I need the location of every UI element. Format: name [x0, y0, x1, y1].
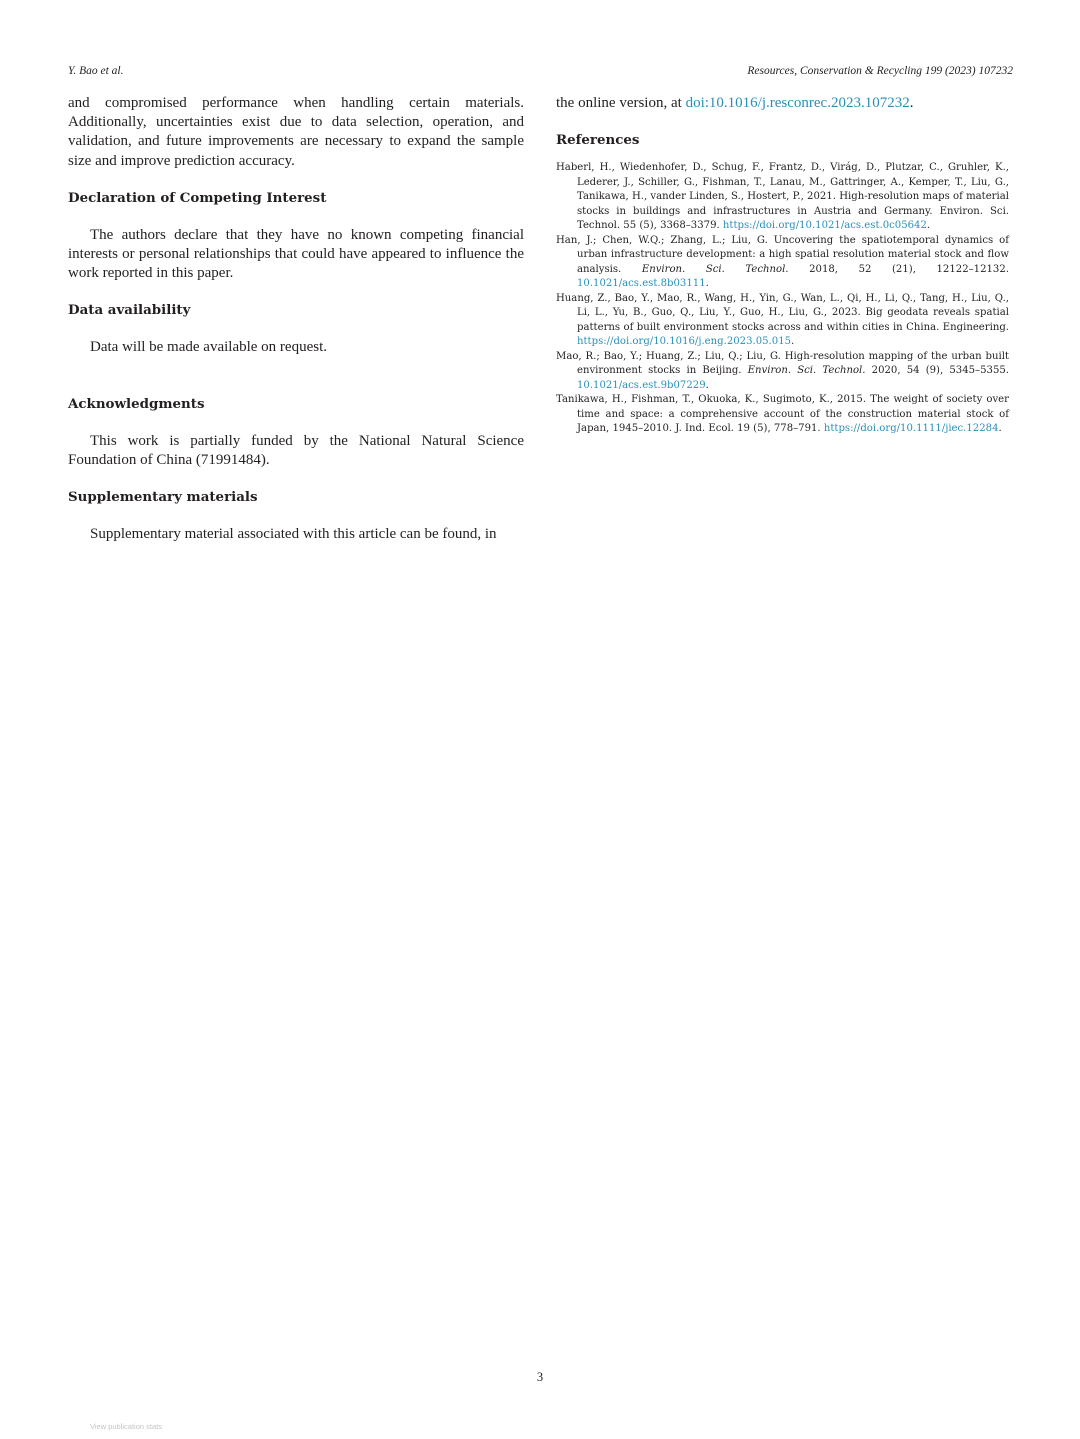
reference-text: Mao, R.; Bao, Y.; Huang, Z.; Liu, Q.; Liu, G. High-resolution mapping of the urban built environment stocks in Beijing. [556, 350, 1009, 377]
supplementary-continued-text: the online version, at [556, 95, 682, 111]
supplementary-heading: Supplementary materials [68, 489, 258, 506]
reference-link[interactable]: https://doi.org/10.1016/j.eng.2023.05.015 [577, 336, 792, 348]
supplementary-text: Supplementary material associated with this article can be found, in [90, 526, 497, 543]
supplementary-continued [556, 94, 1009, 113]
intro-paragraph: and compromised performance when handling certain materials. Additionally, uncertainties exist due to data selection, operation, and validation, and future improvements are necessary to expand the sample size and improve prediction accuracy. [68, 95, 524, 169]
data-availability-text: Data will be made available on request. [90, 339, 327, 356]
page-number: 3 [536, 1370, 544, 1384]
reference-text: Haberl, H., Wiedenhofer, D., Schug, F., Frantz, D., Virág, D., Plutzar, C., Gruhler, K., Lederer, J., Schiller, G., Fishman, T., Lanau, M., Gattringer, A., Kemper, T., Liu, G., Tanikawa, H., vander Linden, S., Hostert, P., 2021. High-resolution maps of material stocks in buildings and infrastructures in Austria and Germany. Environ. Sci. Technol. 55 (5), 3368–3379. [556, 162, 1009, 232]
running-head-journal: Resources, Conservation & Recycling 199 (2023) 107232 [747, 65, 1013, 77]
reference-item [556, 292, 1009, 350]
reference-details: 2020, 54 (9), 5345–5355. [865, 365, 1009, 377]
reference-link[interactable]: https://doi.org/10.1021/acs.est.0c05642 [722, 220, 927, 232]
left-column [68, 94, 524, 544]
reference-details: 2018, 52 (21), 12122–12132. [788, 263, 1009, 275]
acknowledgments-text: This work is partially funded by the National Natural Science Foundation of China (71991484). [68, 432, 524, 468]
reference-list [556, 161, 1009, 437]
reference-period: . [705, 379, 709, 391]
competing-interest-heading: Declaration of Competing Interest [68, 189, 327, 206]
right-column [556, 94, 1009, 437]
reference-text: Han, J.; Chen, W.Q.; Zhang, L.; Liu, G. Uncovering the spatiotemporal dynamics of urban infrastructure development: a high spatial resolution material stock and flow analysis. [556, 234, 1009, 275]
supplementary-doi-link[interactable]: doi:10.1016/j.resconrec.2023.107232 [685, 95, 910, 111]
acknowledgments-heading: Acknowledgments [68, 395, 205, 412]
reference-period: . [791, 336, 795, 348]
reference-journal: Environ. Sci. Technol. [747, 365, 866, 377]
running-head-authors: Y. Bao et al. [68, 65, 124, 77]
reference-period: . [705, 278, 709, 290]
reference-item [556, 161, 1009, 234]
view-publication-stats-link[interactable]: View publication stats [90, 1422, 162, 1431]
competing-interest-text: The authors declare that they have no known competing financial interests or personal relationships that could have appeared to influence the work reported in this paper. [68, 226, 524, 282]
reference-link[interactable]: https://doi.org/10.1111/jiec.12284 [823, 423, 999, 435]
reference-text: Tanikawa, H., Fishman, T., Okuoka, K., Sugimoto, K., 2015. The weight of society over time and space: a comprehensive account of the construction material stock of Japan, 1945–2010. J. Ind. Ecol. 19 (5), 778–791. [556, 394, 1009, 435]
data-availability-heading: Data availability [68, 302, 191, 319]
reference-link[interactable]: 10.1021/acs.est.9b07229 [577, 379, 706, 391]
reference-link[interactable]: 10.1021/acs.est.8b03111 [577, 278, 706, 290]
reference-item [556, 350, 1009, 394]
reference-period: . [998, 423, 1002, 435]
references-heading: References [556, 132, 640, 149]
reference-period: . [926, 220, 931, 232]
reference-text: Huang, Z., Bao, Y., Mao, R., Wang, H., Yin, G., Wan, L., Qi, H., Li, Q., Tang, H., Liu, Q., Li, L., Yu, B., Guo, Q., Liu, Y., Guo, H., Liu, G., 2023. Big geodata reveals spatial patterns of built environment stocks across and within cities in China. Engineering. [556, 292, 1009, 333]
reference-item [556, 393, 1009, 437]
reference-journal: Environ. Sci. Technol. [641, 263, 789, 275]
reference-item [556, 234, 1009, 292]
supplementary-period: . [909, 95, 914, 111]
